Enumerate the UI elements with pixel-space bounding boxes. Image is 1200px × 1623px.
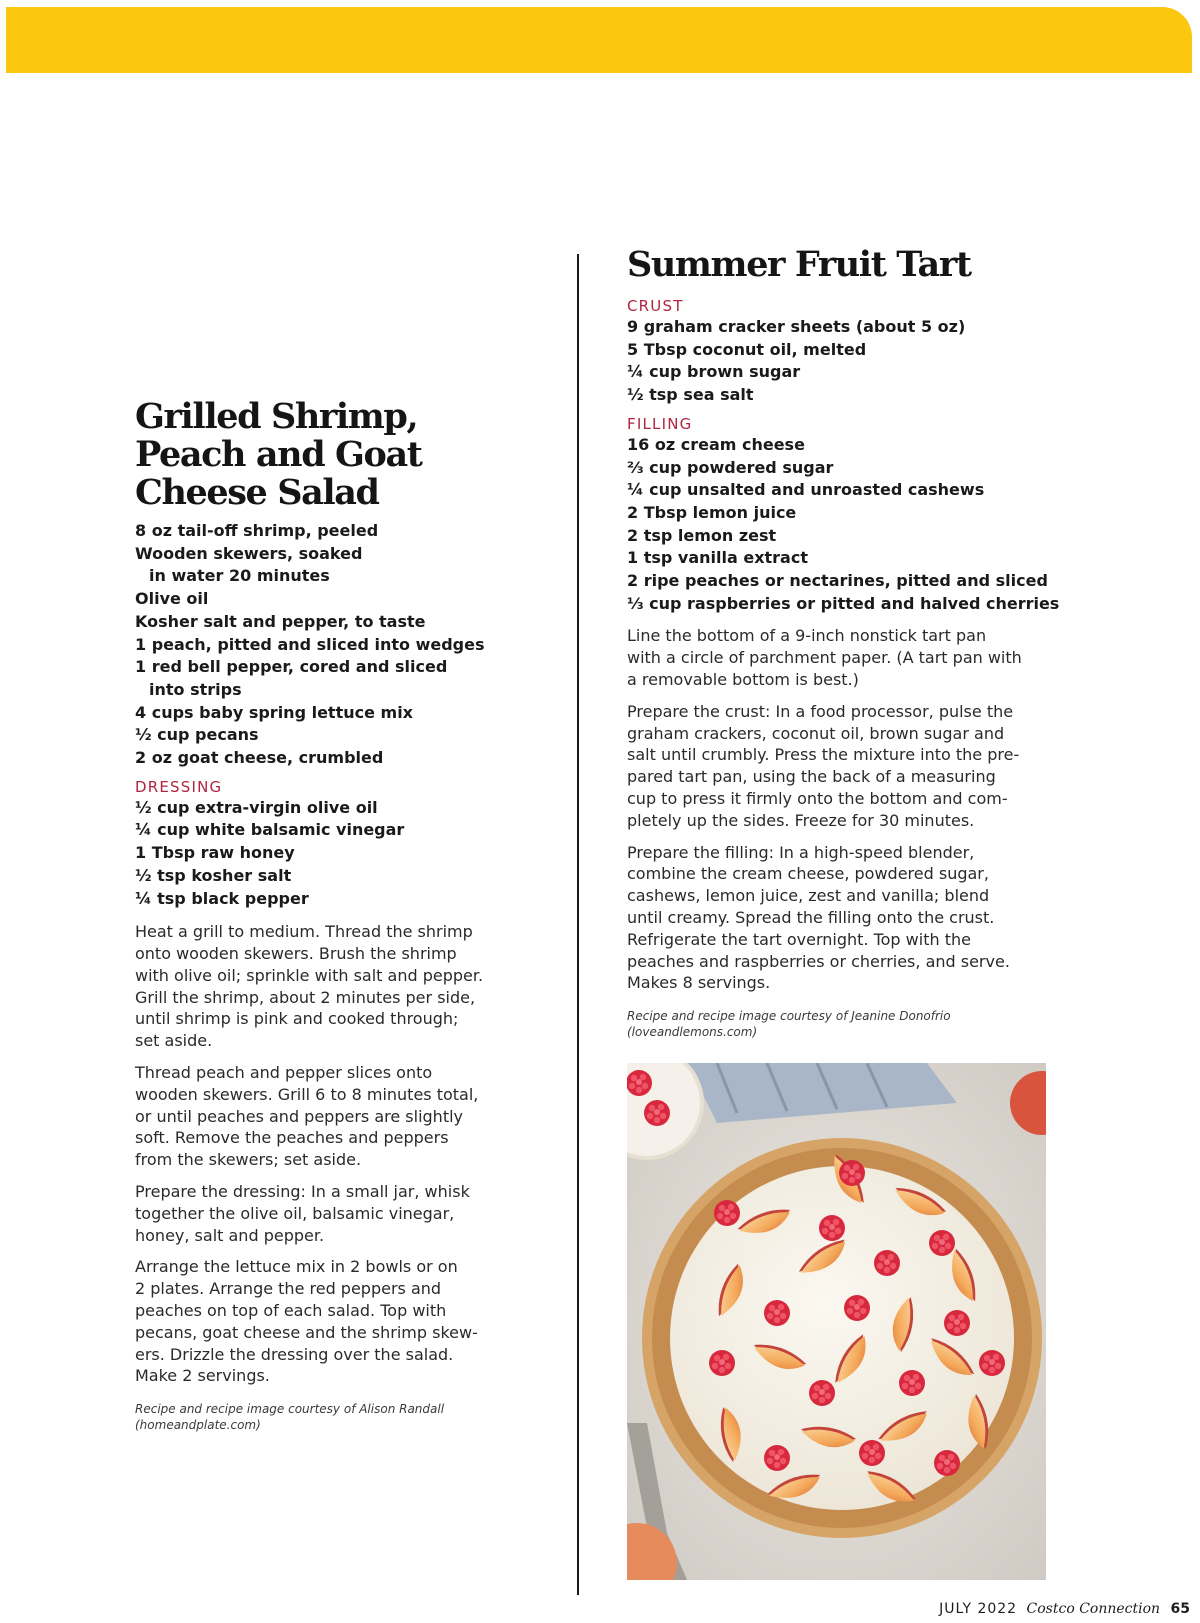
filling-label: FILLING: [627, 414, 693, 433]
tart-illustration: [627, 1063, 1046, 1580]
recipe-title: Summer Fruit Tart: [627, 244, 971, 285]
ingredient-item: 1 red bell pepper, cored and sliced into strips: [135, 657, 448, 699]
ingredient-item: ½ cup pecans: [135, 725, 259, 745]
ingredient-item: ¼ cup unsalted and unroasted cashews: [627, 480, 985, 500]
page-footer: [939, 1601, 1190, 1617]
ingredient-item: Kosher salt and pepper, to taste: [135, 611, 426, 631]
instruction-paragraph: Thread peach and pepper slices onto wooden skewers. Grill 6 to 8 minutes total, or until peaches and peppers are slightly soft. Remove the peaches and peppers from the skewers; set aside.: [135, 1063, 479, 1170]
ingredient-item: 1 tsp vanilla extract: [627, 548, 808, 568]
ingredient-item: 1 peach, pitted and sliced into wedges: [135, 634, 485, 654]
ingredient-item: 5 Tbsp coconut oil, melted: [627, 339, 867, 359]
recipe-title: Grilled Shrimp, Peach and Goat Cheese Salad: [135, 396, 422, 513]
instruction-paragraph: Heat a grill to medium. Thread the shrimp onto wooden skewers. Brush the shrimp with olive oil; sprinkle with salt and pepper. Grill the shrimp, about 2 minutes per side, until shrimp is pink and cooked through; set aside.: [135, 922, 484, 1051]
column-divider: [577, 254, 579, 1595]
recipe-credit: Recipe and recipe image courtesy of Alison Randall (homeandplate.com): [135, 1402, 445, 1433]
ingredient-item: 8 oz tail-off shrimp, peeled: [135, 521, 379, 540]
ingredient-item: ⅔ cup powdered sugar: [627, 457, 834, 477]
instruction-paragraph: Prepare the dressing: In a small jar, whisk together the olive oil, balsamic vinegar, honey, salt and pepper.: [135, 1182, 470, 1245]
ingredient-item: ½ tsp kosher salt: [135, 865, 292, 885]
top-color-band: [6, 7, 1192, 73]
ingredient-item: Wooden skewers, soaked in water 20 minutes: [135, 543, 363, 586]
crust-label: CRUST: [627, 297, 684, 315]
magazine-name: Costco Connection: [1026, 1601, 1161, 1617]
dressing-list: [135, 797, 530, 911]
ingredient-item: ½ tsp sea salt: [627, 385, 754, 405]
ingredient-item: 2 oz goat cheese, crumbled: [135, 748, 384, 768]
shrimp-salad-recipe: [135, 398, 530, 1433]
ingredient-item: 9 graham cracker sheets (about 5 oz): [627, 317, 966, 336]
ingredient-item: ⅓ cup raspberries or pitted and halved cherries: [627, 593, 1060, 613]
fruit-tart-recipe: [627, 246, 1067, 1040]
ingredient-item: 1 Tbsp raw honey: [135, 843, 295, 863]
crust-list: [627, 316, 1067, 407]
instruction-paragraph: Arrange the lettuce mix in 2 bowls or on 2 plates. Arrange the red peppers and peaches on top of each salad. Top with pecans, goat cheese and the shrimp skew- ers. Drizzle the dressing over the salad. Make 2 servings.: [135, 1257, 478, 1386]
issue-date: JULY 2022: [939, 1601, 1018, 1617]
ingredient-item: ¼ cup brown sugar: [627, 362, 801, 382]
ingredient-list: [135, 520, 530, 770]
ingredient-item: 2 tsp lemon zest: [627, 525, 777, 545]
ingredient-item: ¼ tsp black pepper: [135, 888, 309, 908]
ingredient-item: Olive oil: [135, 589, 209, 609]
ingredient-item: 4 cups baby spring lettuce mix: [135, 702, 413, 722]
filling-list: [627, 434, 1067, 616]
instruction-paragraph: Line the bottom of a 9-inch nonstick tart pan with a circle of parchment paper. (A tart pan with a removable bottom is best.): [627, 626, 1022, 690]
instruction-paragraph: Prepare the crust: In a food processor, pulse the graham crackers, coconut oil, brown sugar and salt until crumbly. Press the mixture into the pre- pared tart pan, using the back of a measuring cup to press it firmly onto the bottom and com- pletely up the sides. Freeze for 30 minutes.: [627, 701, 1020, 830]
ingredient-item: ¼ cup white balsamic vinegar: [135, 820, 405, 840]
page-number: 65: [1170, 1601, 1190, 1617]
ingredient-item: 2 ripe peaches or nectarines, pitted and sliced: [627, 571, 1048, 591]
dressing-label: DRESSING: [135, 777, 223, 796]
ingredient-item: 2 Tbsp lemon juice: [627, 502, 797, 522]
ingredient-item: 16 oz cream cheese: [627, 434, 805, 454]
instruction-paragraph: Prepare the filling: In a high-speed blender, combine the cream cheese, powdered sugar, cashews, lemon juice, zest and vanilla; blend until creamy. Spread the filling onto the crust. Refrigerate the tart overnight. Top with the peaches and raspberries or cherries, and serve. Makes 8 servings.: [627, 842, 1010, 993]
recipe-credit: Recipe and recipe image courtesy of Jeanine Donofrio (loveandlemons.com): [627, 1009, 951, 1040]
fruit-tart-photo: [627, 1063, 1046, 1580]
ingredient-item: ½ cup extra-virgin olive oil: [135, 797, 378, 817]
